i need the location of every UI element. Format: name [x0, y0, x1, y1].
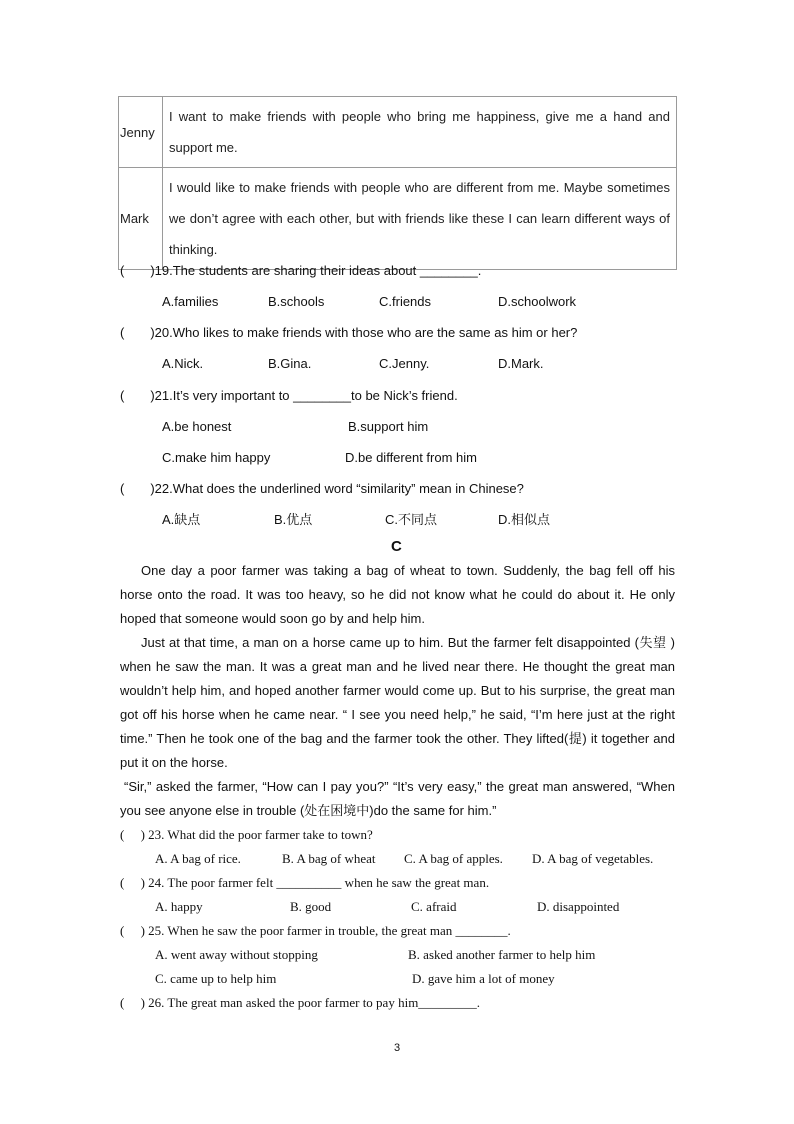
table-row — [119, 168, 677, 270]
q19-option-d: D.schoolwork — [498, 294, 577, 309]
section-heading-c: C — [391, 538, 402, 555]
q20-option-c: C.Jenny. — [379, 356, 430, 371]
friends-table — [118, 96, 677, 270]
q23-option-b: B. A bag of wheat — [282, 851, 376, 866]
q20-option-b: B.Gina. — [268, 356, 312, 371]
question-20-stem: ( )20.Who likes to make friends with those who are the same as him or her? — [120, 325, 578, 340]
q25-option-d: D. gave him a lot of money — [412, 971, 555, 986]
passage-paragraph-1: One day a poor farmer was taking a bag of wheat to town. Suddenly, the bag fell off his horse onto the road. It was too heavy, so he did not know what he could do about it. He only hoped that someone would soon go by and help him. — [120, 563, 675, 626]
q21-option-c: C.make him happy — [162, 450, 271, 465]
q19-option-a: A.families — [162, 294, 219, 309]
q19-option-b: B.schools — [268, 294, 325, 309]
row-name: Jenny — [119, 97, 163, 168]
row-text: I want to make friends with people who bring me happiness, give me a hand and support me. — [163, 97, 677, 168]
q24-option-b: B. good — [290, 899, 332, 914]
row-text: I would like to make friends with people who are different from me. Maybe sometimes we don’t agree with each other, but with friends like these I can learn different ways of thinking. — [163, 168, 677, 270]
question-21-stem: ( )21.It’s very important to ________to be Nick’s friend. — [120, 388, 458, 403]
q25-option-a: A. went away without stopping — [155, 947, 318, 962]
question-23-stem: ( ) 23. What did the poor farmer take to town? — [120, 827, 373, 842]
q23-option-c: C. A bag of apples. — [404, 851, 503, 866]
q21-option-d: D.be different from him — [345, 450, 477, 465]
q25-option-b: B. asked another farmer to help him — [408, 947, 596, 962]
page-number: 3 — [394, 1042, 401, 1054]
question-19-stem: ( )19.The students are sharing their ideas about ________. — [120, 263, 482, 278]
q20-option-d: D.Mark. — [498, 356, 544, 371]
q20-option-a: A.Nick. — [162, 356, 204, 371]
row-name: Mark — [119, 168, 163, 270]
q21-option-b: B.support him — [348, 419, 429, 434]
q23-option-d: D. A bag of vegetables. — [532, 851, 654, 866]
question-26-stem: ( ) 26. The great man asked the poor farmer to pay him_________. — [120, 995, 481, 1010]
q21-option-a: A.be honest — [162, 419, 232, 434]
table-row — [119, 97, 677, 168]
q24-option-d: D. disappointed — [537, 899, 620, 914]
q22-option-a: A.缺点 — [162, 512, 201, 527]
passage-paragraph-3: “Sir,” asked the farmer, “How can I pay you?” “It’s very easy,” the great man answered, “When you see anyone else in trouble (处在困境中)do the same for him.” — [120, 779, 675, 818]
passage-paragraph-2: Just at that time, a man on a horse came up to him. But the farmer felt disappointed (失望 ) when he saw the man. It was a great man and he lived near there. He thought the great man wouldn’t help him, and hoped another farmer would come up. But to his surprise, the great man got off his horse when he came near. “ I see you need help,” he said, “I’m here just at the right time.” Then he took one of the bag and the farmer took the other. They lifted(提) it together and put it on the horse. — [120, 635, 675, 770]
question-22-stem: ( )22.What does the underlined word “similarity” mean in Chinese? — [120, 481, 524, 496]
question-25-stem: ( ) 25. When he saw the poor farmer in trouble, the great man ________. — [120, 923, 511, 938]
question-24-stem: ( ) 24. The poor farmer felt __________ when he saw the great man. — [120, 875, 490, 890]
q22-option-d: D.相似点 — [498, 512, 551, 527]
q22-option-c: C.不同点 — [385, 512, 438, 527]
q25-option-c: C. came up to help him — [155, 971, 277, 986]
q19-option-c: C.friends — [379, 294, 432, 309]
q23-option-a: A. A bag of rice. — [155, 851, 241, 866]
q24-option-a: A. happy — [155, 899, 203, 914]
q22-option-b: B.优点 — [274, 512, 313, 527]
q24-option-c: C. afraid — [411, 899, 457, 914]
